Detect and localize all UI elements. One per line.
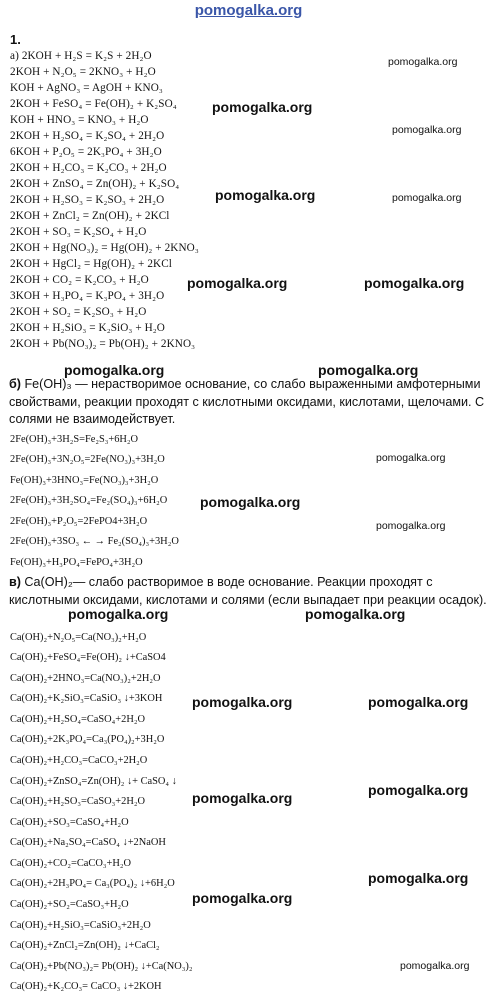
watermark: pomogalka.org bbox=[192, 890, 293, 906]
equation-line: 2Fe(OH)₃+P₂O₅=2FePO4+3H₂O bbox=[10, 516, 148, 527]
watermark: pomogalka.org bbox=[368, 870, 469, 886]
equation-line: 2KOH + CO₂ = K₂CO₃ + H₂O bbox=[10, 274, 149, 286]
equation-line: Ca(OH)₂+SO₃=CaSO₄+H₂O bbox=[10, 817, 129, 828]
equation-line: Ca(OH)₂+Na₂SO₄=CaSO₄ ↓+2NaOH bbox=[10, 837, 166, 848]
equation-line: Ca(OH)₂+N₂O₅=Ca(NO₃)₂+H₂O bbox=[10, 632, 147, 643]
equation-line: 2Fe(OH)₃+3H₂SO₄=Fe₂(SO₄)₃+6H₂O bbox=[10, 495, 168, 506]
equation-line: Ca(OH)₂+K₂SiO₃=CaSiO₃ ↓+3KOH bbox=[10, 693, 163, 704]
equation-line: 2KOH + HgCl₂ = Hg(OH)₂ + 2KCl bbox=[10, 258, 173, 270]
watermark: pomogalka.org bbox=[392, 124, 462, 136]
watermark: pomogalka.org bbox=[368, 694, 469, 710]
equation-line: Ca(OH)₂+H₂CO₃=CaCO₃+2H₂O bbox=[10, 755, 148, 766]
equation-line: Fe(OH)₃+3HNO₃=Fe(NO₃)₃+3H₂O bbox=[10, 475, 159, 486]
equation-line: Ca(OH)₂+ZnCl₂=Zn(OH)₂ ↓+CaCl₂ bbox=[10, 940, 160, 951]
equation-line: 2KOH + SO₂ = K₂SO₃ + H₂O bbox=[10, 306, 147, 318]
watermark: pomogalka.org bbox=[212, 99, 313, 115]
section-c-intro-text: Ca(OH)₂— слабо растворимое в воде основание. Реакции проходят с кислотными оксидами, кислотами и солями (если выпадает при реакции осадок). bbox=[9, 575, 487, 607]
section-label-a: а) bbox=[10, 50, 19, 62]
watermark: pomogalka.org bbox=[400, 960, 470, 972]
equation-line: Ca(OH)₂+Pb(NO₃)₂= Pb(OH)₂ ↓+Ca(NO₃)₂ bbox=[10, 961, 193, 972]
watermark: pomogalka.org bbox=[318, 362, 419, 378]
equation-line: Ca(OH)₂+H₂SO₃=CaSO₃+2H₂O bbox=[10, 796, 145, 807]
watermark: pomogalka.org bbox=[215, 187, 316, 203]
watermark: pomogalka.org bbox=[187, 275, 288, 291]
equation-line bbox=[10, 50, 152, 62]
equation-line: KOH + AgNO₃ = AgOH + KNO₃ bbox=[10, 82, 163, 94]
watermark: pomogalka.org bbox=[68, 606, 169, 622]
watermark: pomogalka.org bbox=[305, 606, 406, 622]
equation-line: 2KOH + N₂O₅ = 2KNO₃ + H₂O bbox=[10, 66, 156, 78]
equation-line: 2KOH + Hg(NO₃)₂ = Hg(OH)₂ + 2KNO₃ bbox=[10, 242, 199, 254]
equation-text: 2KOH + H₂S = K₂S + 2H₂O bbox=[21, 50, 152, 62]
equation-line: 2KOH + ZnCl₂ = Zn(OH)₂ + 2KCl bbox=[10, 210, 170, 222]
watermark: pomogalka.org bbox=[388, 56, 458, 68]
equation-line: 2KOH + H₂SiO₃ = K₂SiO₃ + H₂O bbox=[10, 322, 165, 334]
site-header-link[interactable]: pomogalka.org bbox=[194, 2, 303, 19]
equation-line: 2Fe(OH)₃+3N₂O₅=2Fe(NO₃)₃+3H₂O bbox=[10, 454, 165, 465]
equation-line: Ca(OH)₂+2H₃PO₄= Ca₃(PO₄)₂ ↓+6H₂O bbox=[10, 878, 175, 889]
equation-line: KOH + HNO₃ = KNO₃ + H₂O bbox=[10, 114, 149, 126]
watermark: pomogalka.org bbox=[192, 694, 293, 710]
section-c-intro bbox=[9, 574, 491, 609]
equation-line: Ca(OH)₂+K₂CO₃= CaCO₃ ↓+2KOH bbox=[10, 981, 162, 992]
equation-line: 2KOH + ZnSO₄ = Zn(OH)₂ + K₂SO₄ bbox=[10, 178, 180, 190]
equation-line: Ca(OH)₂+H₂SiO₃=CaSiO₃+2H₂O bbox=[10, 920, 151, 931]
section-label-c: в) bbox=[9, 575, 21, 589]
watermark: pomogalka.org bbox=[376, 520, 446, 532]
equation-line: Ca(OH)₂+2HNO₃=Ca(NO₃)₂+2H₂O bbox=[10, 673, 161, 684]
equation-line: 2KOH + FeSO₄ = Fe(OH)₂ + K₂SO₄ bbox=[10, 98, 177, 110]
equation-line: 2KOH + H₂SO₃ = K₂SO₃ + 2H₂O bbox=[10, 194, 165, 206]
equation-line: Ca(OH)₂+FeSO₄=Fe(OH)₂ ↓+CaSO4 bbox=[10, 652, 166, 663]
equation-line: 2KOH + Pb(NO₃)₂ = Pb(OH)₂ + 2KNO₃ bbox=[10, 338, 196, 350]
watermark: pomogalka.org bbox=[64, 362, 165, 378]
watermark: pomogalka.org bbox=[368, 782, 469, 798]
watermark: pomogalka.org bbox=[392, 192, 462, 204]
equation-line: 2KOH + SO₃ = K₂SO₄ + H₂O bbox=[10, 226, 147, 238]
watermark: pomogalka.org bbox=[376, 452, 446, 464]
equation-line: 2Fe(OH)₃+3H₂S=Fe₂S₃+6H₂O bbox=[10, 434, 139, 445]
equation-line: 6KOH + P₂O₅ = 2K₃PO₄ + 3H₂O bbox=[10, 146, 162, 158]
section-b-intro-text: Fe(OH)₃ — нерастворимое основание, со слабо выраженными амфотерными свойствами, реакции проходят с кислотными оксидами, кислотами, щелочами. С солями не взаимодействует. bbox=[9, 377, 485, 426]
equation-line: 3KOH + H₃PO₄ = K₃PO₄ + 3H₂O bbox=[10, 290, 165, 302]
watermark: pomogalka.org bbox=[364, 275, 465, 291]
watermark: pomogalka.org bbox=[192, 790, 293, 806]
equation-line: Ca(OH)₂+SO₂=CaSO₃+H₂O bbox=[10, 899, 129, 910]
equation-line: Ca(OH)₂+ZnSO₄=Zn(OH)₂ ↓+ CaSO₄ ↓ bbox=[10, 776, 177, 787]
equation-line: 2Fe(OH)₃+3SO₃ ← → Fe₂(SO₄)₃+3H₂O bbox=[10, 536, 179, 547]
equation-line: Ca(OH)₂+2K₃PO₄=Ca₃(PO₄)₂+3H₂O bbox=[10, 734, 165, 745]
equation-line: 2KOH + H₂CO₃ = K₂CO₃ + 2H₂O bbox=[10, 162, 167, 174]
section-b-intro bbox=[9, 376, 491, 429]
watermark: pomogalka.org bbox=[200, 494, 301, 510]
equation-line: Ca(OH)₂+H₂SO₄=CaSO₄+2H₂O bbox=[10, 714, 145, 725]
task-number: 1. bbox=[10, 32, 21, 47]
equation-line: 2KOH + H₂SO₄ = K₂SO₄ + 2H₂O bbox=[10, 130, 165, 142]
section-label-b: б) bbox=[9, 377, 21, 391]
equation-line: Ca(OH)₂+CO₂=CaCO₃+H₂O bbox=[10, 858, 131, 869]
equation-line: Fe(OH)₃+H₃PO₄=FePO₄+3H₂O bbox=[10, 557, 143, 568]
